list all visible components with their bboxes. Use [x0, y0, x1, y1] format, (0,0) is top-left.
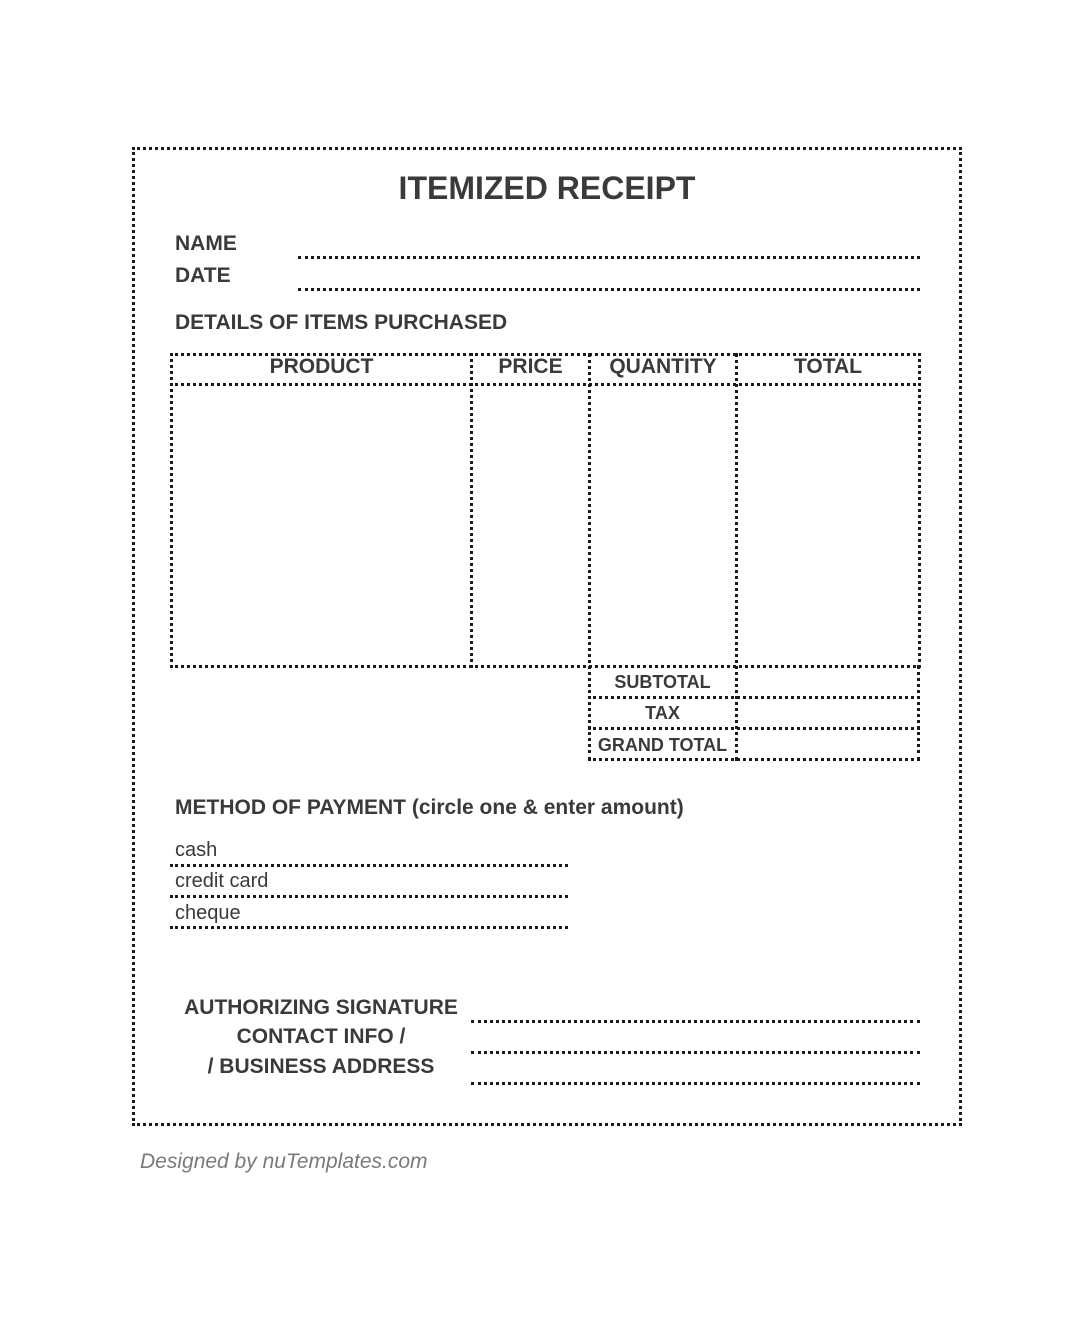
product-cell[interactable] — [173, 387, 470, 662]
cheque-amount-line[interactable] — [170, 926, 568, 929]
column-header-quantity: QUANTITY — [609, 355, 717, 378]
payment-heading: METHOD OF PAYMENT (circle one & enter amount) — [175, 796, 684, 819]
summary-divider-2 — [588, 727, 920, 730]
payment-option-cheque[interactable]: cheque — [175, 902, 241, 924]
payment-option-cash[interactable]: cash — [175, 839, 218, 861]
column-header-product: PRODUCT — [269, 355, 374, 378]
contact-info-line[interactable] — [471, 1051, 920, 1054]
tax-label: TAX — [645, 703, 680, 723]
grand-total-value-cell[interactable] — [738, 731, 917, 758]
column-header-price: PRICE — [498, 355, 563, 378]
designer-credit: Designed by nuTemplates.com — [140, 1150, 428, 1173]
name-field-line[interactable] — [298, 256, 920, 259]
subtotal-value-cell[interactable] — [738, 669, 917, 696]
table-header-divider — [170, 383, 921, 386]
summary-divider-1 — [588, 696, 920, 699]
price-cell[interactable] — [473, 387, 588, 662]
total-cell[interactable] — [738, 387, 918, 662]
grand-total-label: GRAND TOTAL — [597, 735, 728, 755]
signature-label: AUTHORIZING SIGNATURE — [184, 996, 458, 1019]
contact-info-label: CONTACT INFO / — [236, 1025, 406, 1048]
date-label: DATE — [175, 264, 231, 287]
tax-value-cell[interactable] — [738, 700, 917, 727]
cash-amount-line[interactable] — [170, 864, 568, 867]
business-address-line[interactable] — [471, 1082, 920, 1085]
payment-option-credit-card[interactable]: credit card — [175, 870, 269, 892]
name-label: NAME — [175, 232, 237, 255]
summary-bottom-border — [588, 758, 920, 761]
summary-right-border — [917, 665, 920, 761]
date-field-line[interactable] — [298, 288, 920, 291]
business-address-label: / BUSINESS ADDRESS — [207, 1055, 435, 1078]
details-heading: DETAILS OF ITEMS PURCHASED — [175, 311, 508, 334]
column-header-total: TOTAL — [793, 355, 863, 378]
signature-line[interactable] — [471, 1020, 920, 1023]
quantity-cell[interactable] — [591, 387, 735, 662]
subtotal-label: SUBTOTAL — [614, 672, 711, 692]
credit-card-amount-line[interactable] — [170, 895, 568, 898]
receipt-title: ITEMIZED RECEIPT — [398, 170, 696, 206]
